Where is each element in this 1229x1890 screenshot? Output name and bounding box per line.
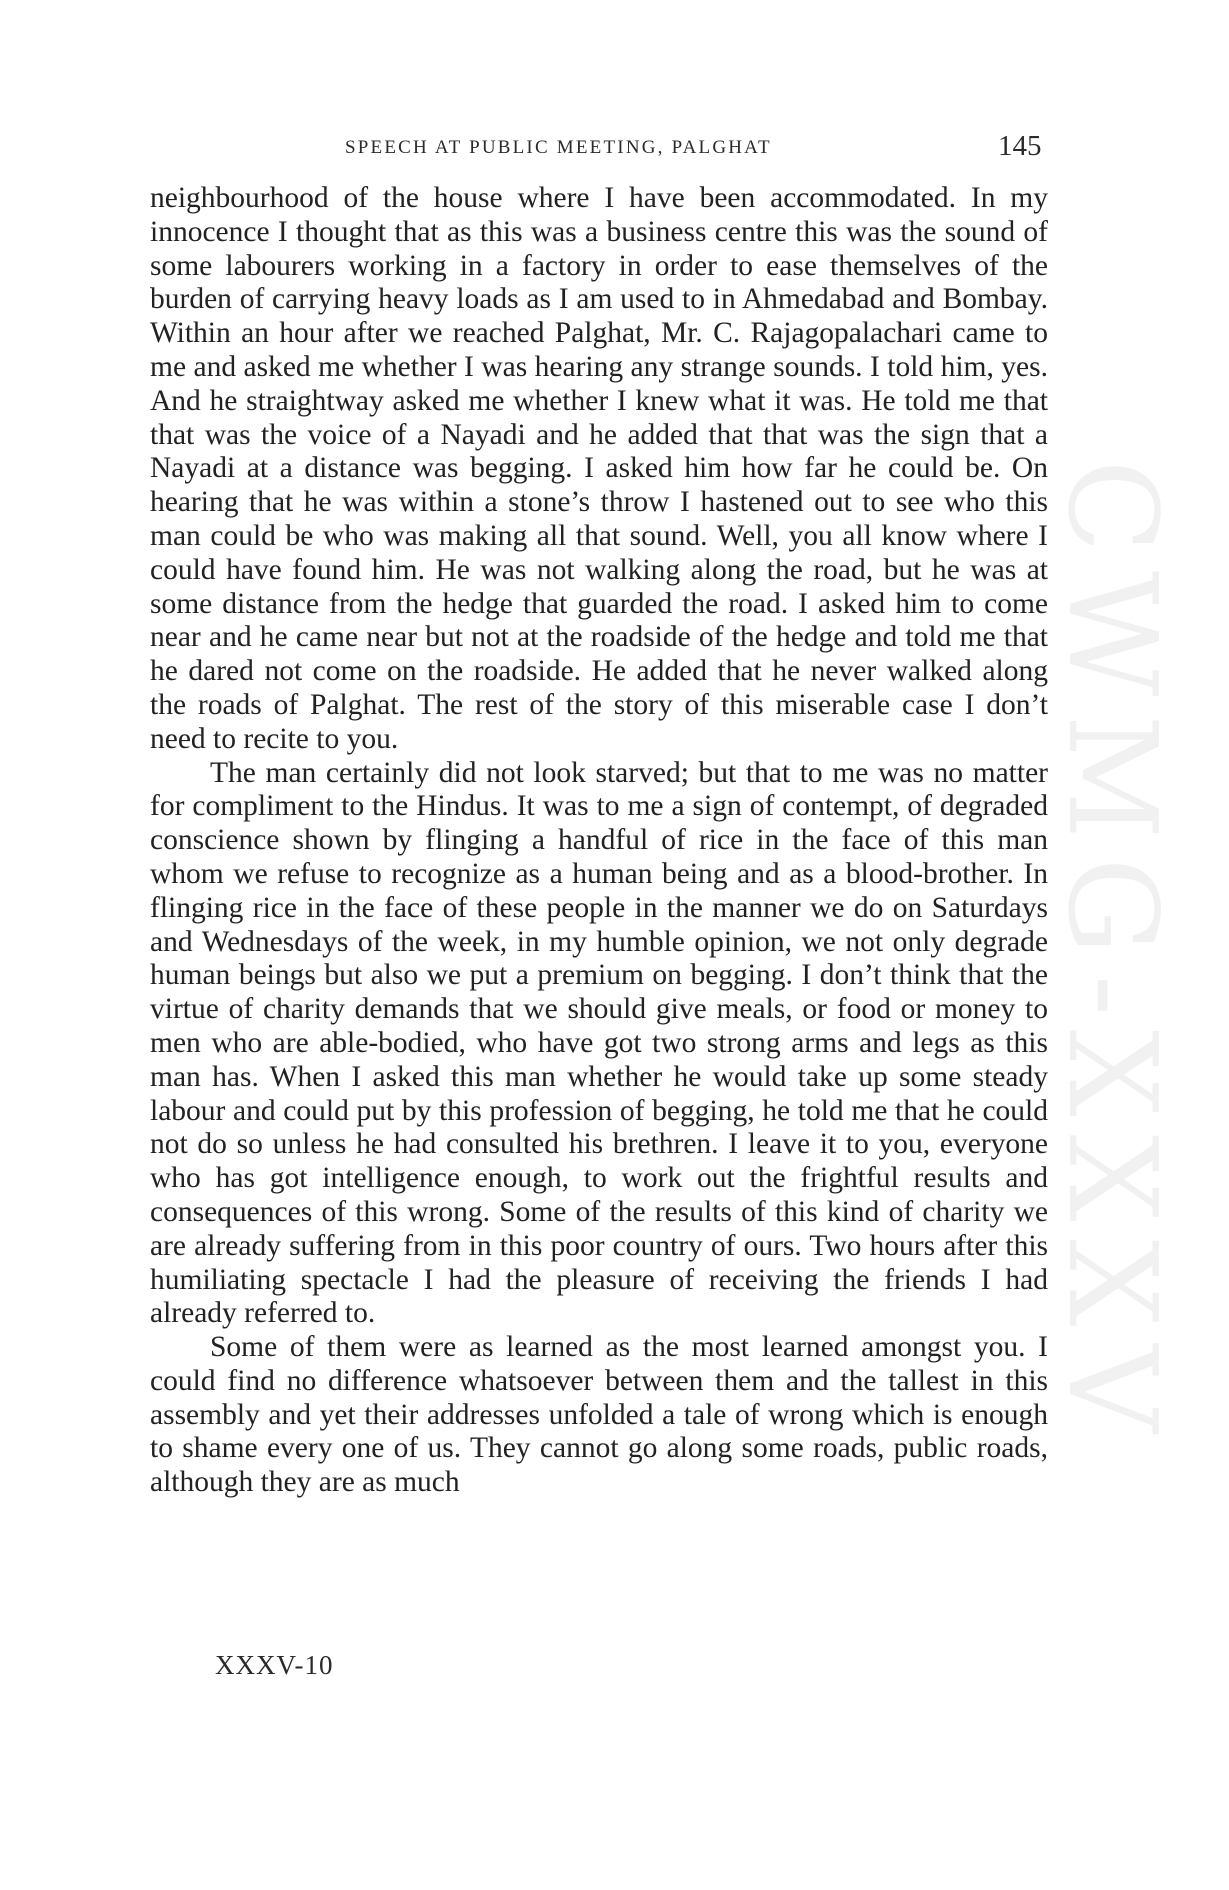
page-number: 145 [998, 130, 1042, 162]
paragraph: The man certainly did not look starved; but that to me was no matter for compliment to the Hindus. It was to me a sign of contempt, of degraded conscience shown by flinging a handful of rice in the face of this man whom we refuse to recognize as a human being and as a blood-brother. In flinging rice in the face of these people in the manner we do on Saturdays and Wednesdays of the week, in my humble opinion, we not only degrade human beings but also we put a premium on begging. I don’t think that the virtue of charity demands that we should give meals, or food or money to men who are able-bodied, who have got two strong arms and legs as this man has. When I asked this man whether he would take up some steady labour and could put by this profession of begging, he told me that he could not do so unless he had consulted his brethren. I leave it to you, everyone who has got intelligence enough, to work out the frightful results and consequences of this wrong. Some of the results of this kind of charity we are already suffering from in this poor country of ours. Two hours after this humiliating spectacle I had the pleasure of receiving the friends I had already referred to. [150, 756, 1048, 1330]
watermark [1022, 430, 1202, 1480]
running-head: SPEECH AT PUBLIC MEETING, PALGHAT [345, 137, 772, 158]
signature-mark: XXXV-10 [215, 1650, 334, 1680]
paragraph: neighbourhood of the house where I have been accommodated. In my innocence I thought that as this was a business centre this was the sound of some labourers working in a factory in order to ease themselves of the burden of carrying heavy loads as I am used to in Ahmedabad and Bombay. Within an hour after we reached Palghat, Mr. C. Rajagopalachari came to me and asked me whether I was hearing any strange sounds. I told him, yes. And he straightway asked me whether I knew what it was. He told me that that was the voice of a Nayadi and he added that that was the sign that a Nayadi at a distance was begging. I asked him how far he could be. On hearing that he was within a stone’s throw I hastened out to see who this man could be who was making all that sound. Well, you all know where I could have found him. He was not walking along the road, but he was at some distance from the hedge that guarded the road. I asked him to come near and he came near but not at the roadside of the hedge and told me that he dared not come on the roadside. He added that he never walked along the roads of Palghat. The rest of the story of this miserable case I don’t need to recite to you. [150, 182, 1048, 755]
watermark-text: CWMG-XXXV [1041, 459, 1183, 1451]
paragraph: Some of them were as learned as the most learned amongst you. I could find no difference whatsoever between them and the tallest in this assembly and yet their addresses unfolded a tale of wrong which is enough to shame every one of us. They cannot go along some roads, public roads, although they are as much [150, 1331, 1048, 1499]
body-text [150, 182, 1048, 1500]
